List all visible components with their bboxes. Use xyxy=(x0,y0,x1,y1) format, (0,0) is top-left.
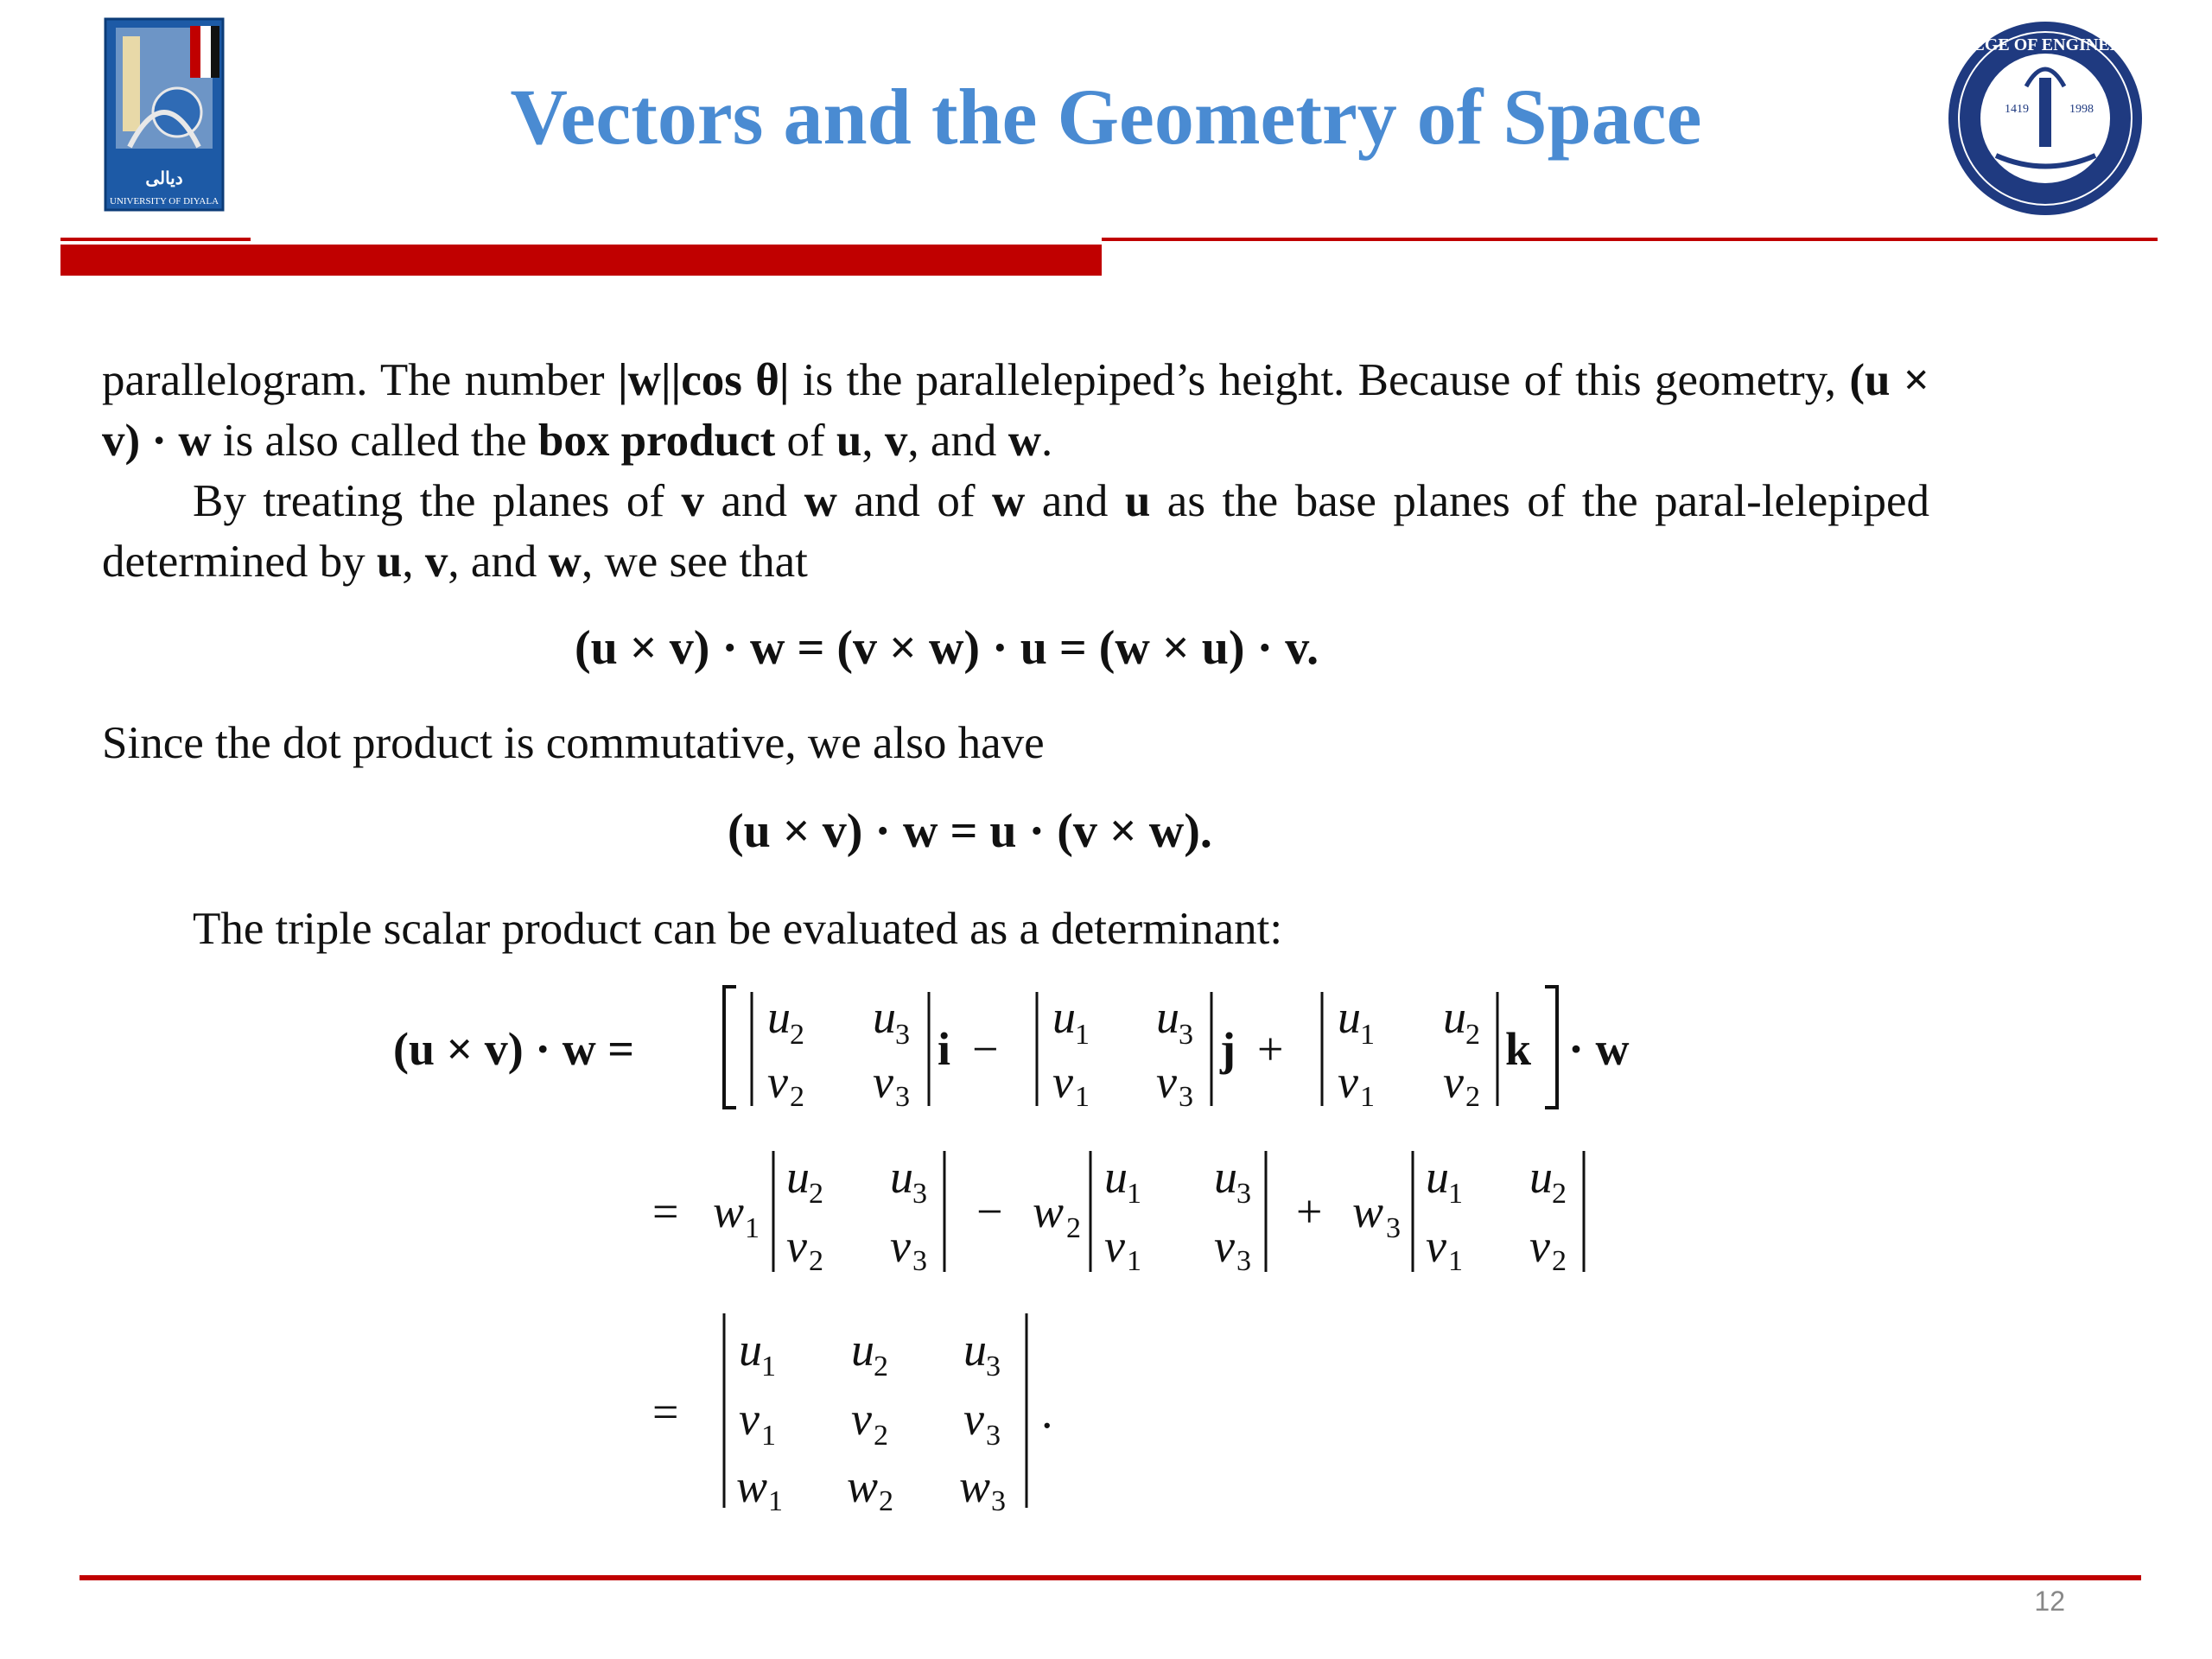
determinant-expansion xyxy=(0,968,2212,1529)
svg-text:2: 2 xyxy=(1066,1212,1081,1244)
svg-text:COLLEGE OF ENGINEERING: COLLEGE OF ENGINEERING xyxy=(1923,35,2167,54)
page-number: 12 xyxy=(2034,1586,2065,1617)
svg-text:+: + xyxy=(1296,1185,1323,1237)
svg-text:(u × v) · w =: (u × v) · w = xyxy=(393,1023,635,1075)
svg-text:u: u xyxy=(851,1324,874,1376)
svg-text:· w: · w xyxy=(1568,1023,1630,1075)
paragraph-3: Since the dot product is commutative, we also have xyxy=(102,718,1045,768)
svg-text:+: + xyxy=(1257,1023,1284,1075)
svg-text:v: v xyxy=(851,1393,872,1445)
svg-text:2: 2 xyxy=(809,1178,823,1210)
svg-text:3: 3 xyxy=(986,1420,1001,1452)
svg-text:u: u xyxy=(963,1324,987,1376)
equation-commutative: (u × v) · w = u · (v × w). xyxy=(728,804,1212,858)
svg-text:v: v xyxy=(1052,1056,1073,1108)
svg-text:v: v xyxy=(890,1220,911,1272)
svg-text:v: v xyxy=(767,1056,788,1108)
svg-text:2: 2 xyxy=(1465,1081,1480,1113)
svg-text:ديالى: ديالى xyxy=(145,169,183,188)
svg-text:v: v xyxy=(1338,1056,1358,1108)
svg-text:v: v xyxy=(1214,1220,1235,1272)
svg-text:u: u xyxy=(1338,991,1361,1043)
svg-text:3: 3 xyxy=(1236,1245,1251,1277)
svg-text:1: 1 xyxy=(1448,1245,1463,1277)
svg-text:w: w xyxy=(847,1460,879,1512)
svg-text:−: − xyxy=(976,1185,1003,1237)
header-rule-thin xyxy=(1102,238,2158,241)
svg-text:3: 3 xyxy=(1179,1081,1193,1113)
svg-text:u: u xyxy=(786,1151,810,1203)
paragraph-4: The triple scalar product can be evaluated as a determinant: xyxy=(193,904,1283,954)
svg-text:u: u xyxy=(1156,991,1179,1043)
svg-text:3: 3 xyxy=(1236,1178,1251,1210)
svg-text:v: v xyxy=(1529,1220,1550,1272)
svg-text:3: 3 xyxy=(1386,1212,1401,1244)
svg-text:3: 3 xyxy=(1179,1019,1193,1051)
svg-text:v: v xyxy=(963,1393,984,1445)
college-of-engineering-seal xyxy=(1923,17,2167,220)
svg-text:=: = xyxy=(652,1185,679,1237)
header-rule-left xyxy=(60,238,251,241)
svg-text:i: i xyxy=(938,1023,951,1075)
footer-rule xyxy=(79,1575,2141,1580)
svg-text:1: 1 xyxy=(1360,1081,1375,1113)
svg-text:v: v xyxy=(1443,1056,1464,1108)
svg-text:v: v xyxy=(1104,1220,1125,1272)
svg-text:u: u xyxy=(1052,991,1076,1043)
paragraph-1: parallelogram. The number |w||cos θ| is the parallelepiped’s height. Because of this geometry, (u × v) · w is also called the box product of u, v, and w. xyxy=(102,355,1929,466)
svg-text:w: w xyxy=(959,1460,991,1512)
svg-text:v: v xyxy=(786,1220,807,1272)
svg-text:u: u xyxy=(739,1324,762,1376)
svg-text:1: 1 xyxy=(1360,1019,1375,1051)
svg-text:u: u xyxy=(1443,991,1466,1043)
svg-text:2: 2 xyxy=(1465,1019,1480,1051)
svg-text:1998: 1998 xyxy=(2069,103,2094,116)
svg-text:2: 2 xyxy=(874,1351,888,1382)
svg-text:−: − xyxy=(972,1023,999,1075)
svg-text:u: u xyxy=(1104,1151,1128,1203)
svg-text:1: 1 xyxy=(1127,1245,1141,1277)
svg-text:u: u xyxy=(767,991,791,1043)
svg-text:1419: 1419 xyxy=(2005,103,2029,116)
svg-text:v: v xyxy=(873,1056,893,1108)
svg-text:v: v xyxy=(1426,1220,1446,1272)
svg-text:v: v xyxy=(1156,1056,1177,1108)
svg-text:1: 1 xyxy=(761,1351,776,1382)
svg-text:u: u xyxy=(1214,1151,1237,1203)
paragraph-2: By treating the planes of v and w and of w and u as the base planes of the paral-lelepiped determined by u, v, and w, we see that xyxy=(102,476,1929,587)
svg-text:1: 1 xyxy=(768,1485,783,1517)
svg-text:1: 1 xyxy=(1448,1178,1463,1210)
svg-text:3: 3 xyxy=(912,1245,927,1277)
svg-text:w: w xyxy=(713,1185,745,1237)
svg-text:w: w xyxy=(1033,1185,1065,1237)
svg-text:3: 3 xyxy=(895,1019,910,1051)
svg-text:3: 3 xyxy=(895,1081,910,1113)
svg-text:2: 2 xyxy=(1552,1178,1567,1210)
svg-text:u: u xyxy=(1426,1151,1449,1203)
svg-text:v: v xyxy=(739,1393,760,1445)
svg-text:w: w xyxy=(736,1460,768,1512)
svg-text:k: k xyxy=(1505,1023,1532,1075)
svg-text:2: 2 xyxy=(874,1420,888,1452)
svg-text:2: 2 xyxy=(1552,1245,1567,1277)
svg-text:w: w xyxy=(1352,1185,1384,1237)
svg-text:1: 1 xyxy=(761,1420,776,1452)
svg-text:=: = xyxy=(652,1386,679,1438)
header-rule-thick xyxy=(60,245,1102,276)
svg-text:u: u xyxy=(873,991,896,1043)
svg-text:2: 2 xyxy=(790,1081,804,1113)
svg-text:u: u xyxy=(1529,1151,1553,1203)
svg-text:UNIVERSITY OF DIYALA: UNIVERSITY OF DIYALA xyxy=(109,196,219,207)
svg-text:1: 1 xyxy=(1075,1081,1090,1113)
svg-text:.: . xyxy=(1041,1386,1053,1438)
svg-text:u: u xyxy=(890,1151,913,1203)
svg-text:3: 3 xyxy=(912,1178,927,1210)
svg-text:3: 3 xyxy=(991,1485,1006,1517)
slide-title: Vectors and the Geometry of Space xyxy=(510,73,1702,161)
svg-text:j: j xyxy=(1220,1023,1236,1075)
svg-text:1: 1 xyxy=(1075,1019,1090,1051)
equation-cyclic: (u × v) · w = (v × w) · u = (w × u) · v. xyxy=(575,621,1319,675)
svg-text:2: 2 xyxy=(809,1245,823,1277)
svg-text:2: 2 xyxy=(790,1019,804,1051)
svg-text:1: 1 xyxy=(745,1212,760,1244)
svg-text:1: 1 xyxy=(1127,1178,1141,1210)
svg-text:3: 3 xyxy=(986,1351,1001,1382)
svg-text:2: 2 xyxy=(879,1485,893,1517)
